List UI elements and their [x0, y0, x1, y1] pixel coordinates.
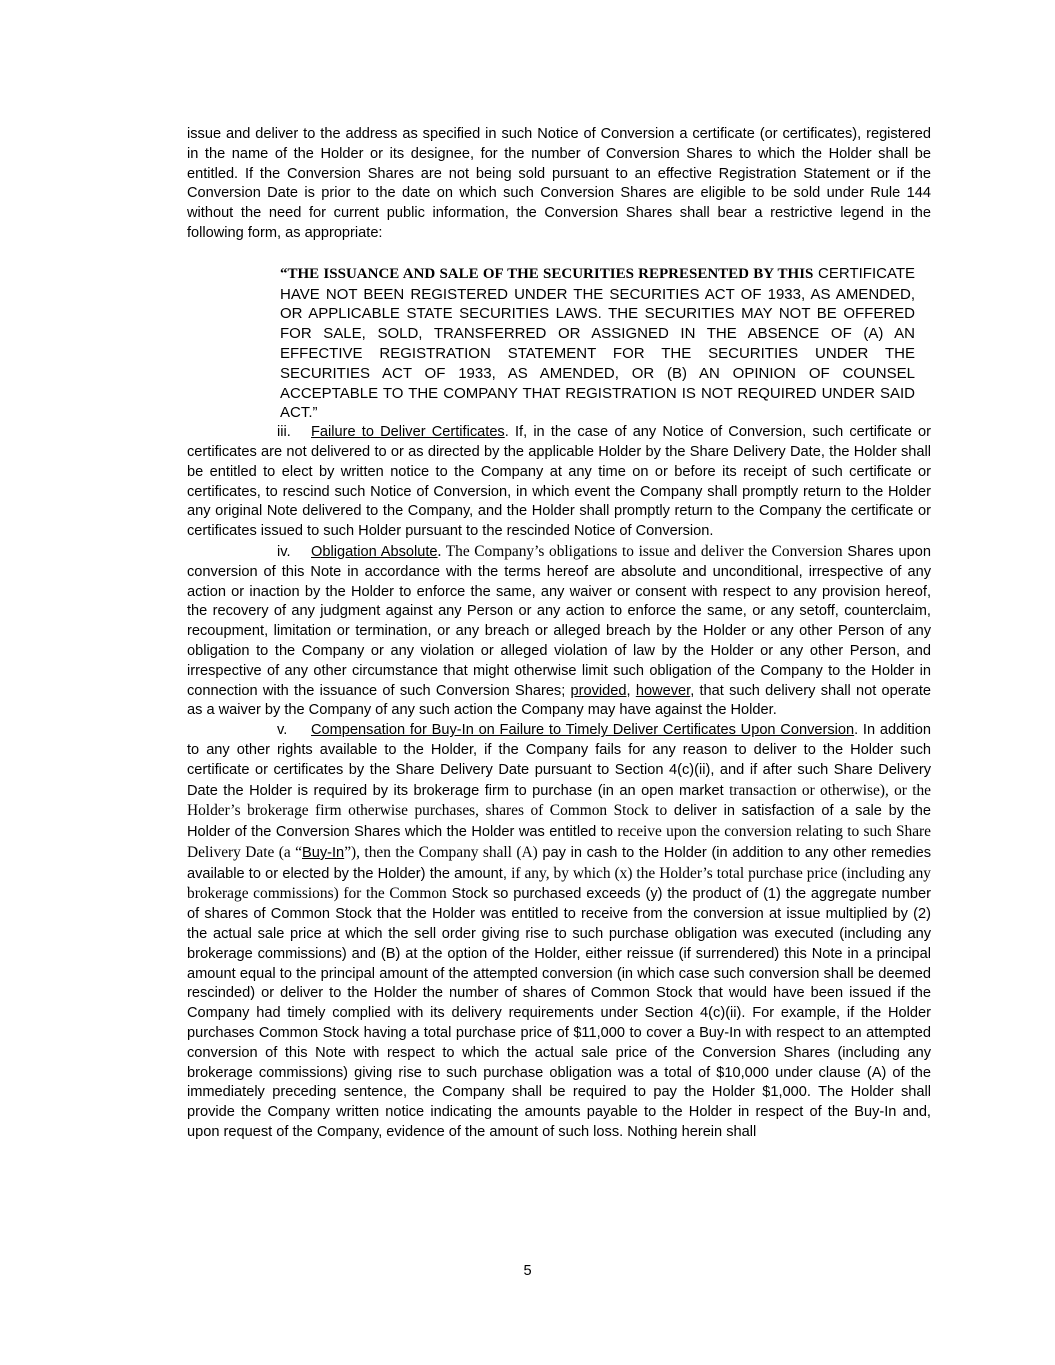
section-v-text-d: receive upon the conversion relating to such Share Delivery Date (a “: [187, 823, 931, 861]
section-iv-text-end: , that such delivery shall not operate as a waiver by the Company of any such action the Company may have against the Holder.: [187, 682, 931, 719]
section-v-text-a: . In addition to any other rights available to the Holder, if the Company fails for any reason to deliver to the Holder such certificate or certificates by the Share Delivery Date pursuant to Section 4(c)(ii), and if after such Share Delivery Date the Holder is required by its brokerage firm to purchase (in an open market: [187, 722, 931, 799]
provided-term: provided: [570, 682, 627, 699]
document-body: [187, 125, 931, 1143]
section-v: [187, 721, 931, 1143]
restrictive-legend: [280, 264, 915, 423]
section-v-text-c: deliver in satisfaction of a sale by the Holder of the Conversion Shares which the Holder was entitled to: [187, 803, 931, 841]
section-v-text-h: Stock so purchased exceeds (y) the product of (1) the aggregate number of shares of Common Stock that the Holder was entitled to receive from the conversion at issue multiplied by (2) the actual sale price at which the sell order giving rise to such purchase obligation was executed (including any brokerage commissions) and (B) at the option of the Holder, either reissue (if surrendered) this Note in a principal amount equal to the principal amount of the attempted conversion (in which case such conversion shall be deemed rescinded) or deliver to the Holder the number of shares of Common Stock that would have been issued if the Company had timely complied with its delivery requirements under Section 4(c)(ii). For example, if the Holder purchases Common Stock having a total purchase price of $11,000 to cover a Buy-In with respect to an attempted conversion of this Note with respect to which the actual sale price of the Conversion Shares (including any brokerage commissions) giving rise to such purchase obligation was a total of $10,000 under clause (A) of the immediately preceding sentence, the Company shall be required to pay the Holder $1,000. The Holder shall provide the Company written notice indicating the amounts payable to the Holder in respect of the Buy-In and, upon request of the Company, evidence of the amount of such loss. Nothing herein shall: [187, 886, 932, 1141]
legend-text: CERTIFICATE HAVE NOT BEEN REGISTERED UNDER THE SECURITIES ACT OF 1933, AS AMENDED, OR APPLICABLE STATE SECURITIES LAWS. THE SECURITIES MAY NOT BE OFFERED FOR SALE, SOLD, TRANSFERRED OR ASSIGNED IN THE ABSENCE OF (A) AN EFFECTIVE REGISTRATION STATEMENT FOR THE SECURITIES UNDER THE SECURITIES ACT OF 1933, AS AMENDED, OR (B) AN OPINION OF COUNSEL ACCEPTABLE TO THE COMPANY THAT REGISTRATION IS NOT REQUIRED UNDER SAID ACT.”: [280, 264, 915, 422]
however-term: however: [635, 682, 691, 699]
paragraph-delivery: issue and deliver to the address as specified in such Notice of Conversion a certificate (or certificates), registered in the name of the Holder or its designee, for the number of Conversion Shares to which the Holder shall be entitled. If the Conversion Shares are not being sold pursuant to an effective Registration Statement or if the Conversion Date is prior to the date on which such Conversion Shares are eligible to be sold under Rule 144 without the need for current public information, the Conversion Shares shall bear a restrictive legend in the following form, as appropriate:: [187, 126, 931, 241]
page-number: 5: [523, 1263, 532, 1279]
section-iv-heading: Obligation Absolute: [311, 543, 438, 560]
section-v-text-g: if any, by which (x) the Holder’s total purchase price (including any brokerage commissions) for the Common: [187, 864, 931, 903]
section-v-text-b: transaction or otherwise), or the Holder’s brokerage firm otherwise purchases, shares of Common Stock to: [187, 781, 932, 820]
section-v-heading: Compensation for Buy-In on Failure to Timely Deliver Certificates Upon Conversion: [311, 722, 855, 739]
section-iv: [187, 542, 931, 721]
comma: ,: [626, 682, 636, 699]
legend-first-line: “THE ISSUANCE AND SALE OF THE SECURITIES REPRESENTED BY THIS: [280, 265, 814, 282]
section-iii-numeral: iii.: [277, 424, 291, 441]
section-v-text-f: pay in cash to the Holder (in addition to any other remedies available to or elected by the Holder) the amount,: [187, 844, 931, 882]
buy-in-term: Buy-In: [302, 844, 345, 861]
section-iii: [187, 423, 931, 542]
section-v-numeral: v.: [277, 722, 288, 739]
section-v-text-e: ”), then the Company shall (A): [344, 843, 538, 861]
section-iv-numeral: iv.: [277, 543, 291, 560]
section-iii-text: . If, in the case of any Notice of Conversion, such certificate or certificates are not delivered to or as directed by the applicable Holder by the Share Delivery Date, the Holder shall be entitled to elect by written notice to the Company at any time on or before its receipt of such certificate or certificates, to rescind such Notice of Conversion, in which event the Company shall promptly return to the Holder any original Note delivered to the Company, and the Holder shall promptly return to the Company the certificate or certificates issued to such Holder pursuant to the rescinded Notice of Conversion.: [187, 424, 931, 540]
section-iv-serif-text: . The Company’s obligations to issue and deliver the Conversion: [437, 542, 843, 560]
section-iv-text: Shares upon conversion of this Note in accordance with the terms hereof are absolute and unconditional, irrespective of any action or inaction by the Holder to enforce the same, any waiver or consent with respect to any provision hereof, the recovery of any judgment against any Person or any action to enforce the same, or any setoff, counterclaim, recoupment, limitation or termination, or any breach or alleged breach by the Holder or any other Person of any obligation to the Company or any violation or alleged violation of law by the Holder or any other Person, and irrespective of any other circumstance that might otherwise limit such obligation of the Company to the Holder in connection with the issuance of such Conversion Shares;: [187, 543, 931, 699]
section-iii-heading: Failure to Deliver Certificates: [311, 424, 505, 441]
